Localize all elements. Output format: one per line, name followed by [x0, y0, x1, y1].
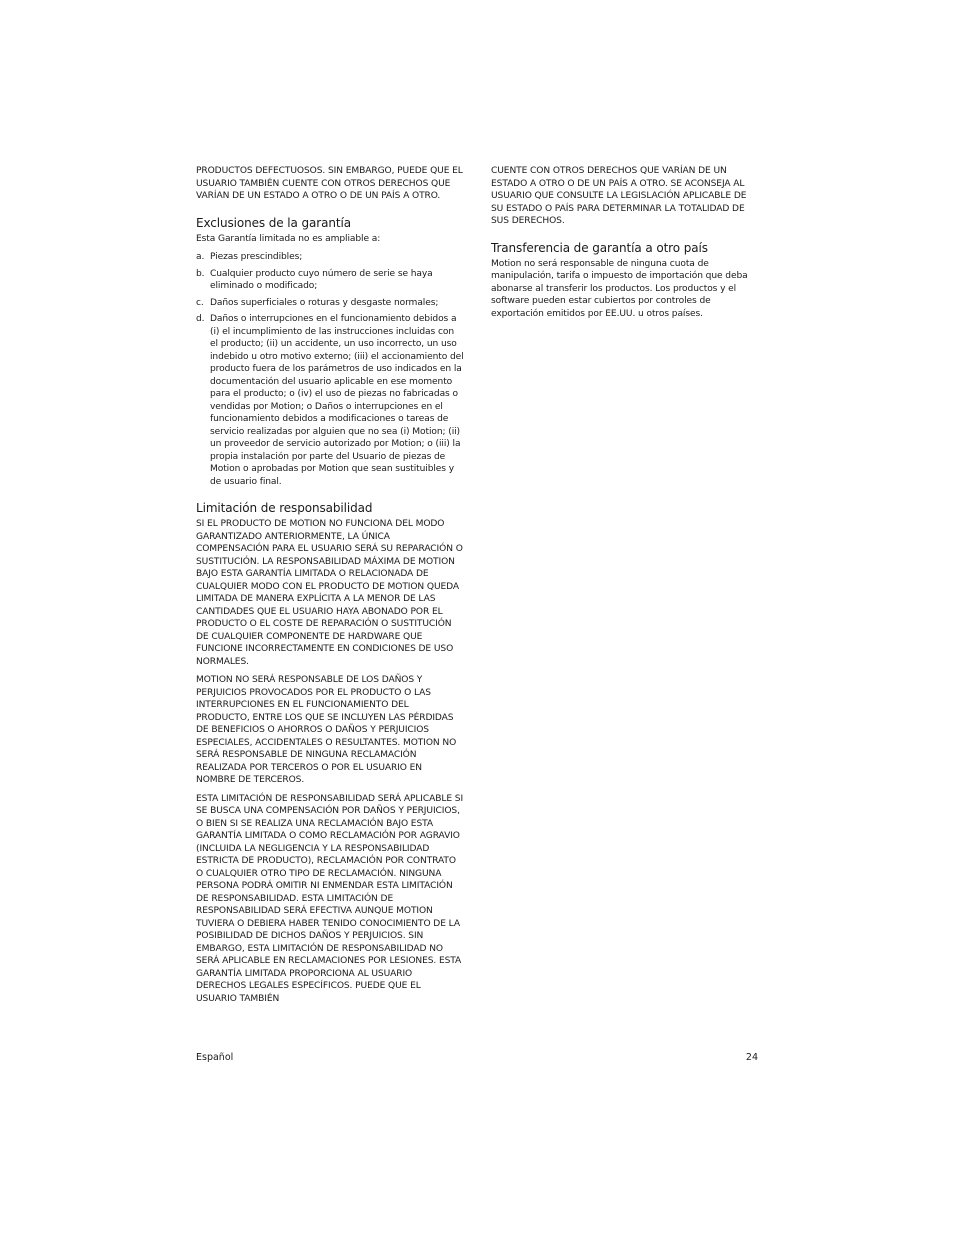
right-column [491, 165, 757, 320]
list-item-text: Daños superficiales o roturas y desgaste normales; [210, 297, 439, 308]
footer-language: Español [196, 1052, 234, 1063]
page-number: 24 [745, 1052, 758, 1063]
liability-paragraph: ESTA LIMITACIÓN DE RESPONSABILIDAD SERÁ APLICABLE SI SE BUSCA UNA COMPENSACIÓN POR DAÑOS Y PERJUICIOS, O BIEN SI SE REALIZA UNA RECLAMACIÓN BAJO ESTA GARANTÍA LIMITADA O COMO RECLAMACIÓN POR AGRAVIO (INCLUIDA LA NEGLIGENCIA Y LA RESPONSABILIDAD ESTRICTA DE PRODUCTO), RECLAMACIÓN POR CONTRATO O CUALQUIER OTRO TIPO DE RECLAMACIÓN. NINGUNA PERSONA PODRÁ OMITIR NI ENMENDAR ESTA LIMITACIÓN DE RESPONSABILIDAD. ESTA LIMITACIÓN DE RESPONSABILIDAD SERÁ EFECTIVA AUNQUE MOTION TUVIERA O DEBIERA HABER TENIDO CONOCIMIENTO DE LA POSIBILIDAD DE DICHOS DAÑOS Y PERJUICIOS. SIN EMBARGO, ESTA LIMITACIÓN DE RESPONSABILIDAD NO SERÁ APLICABLE EN RECLAMACIONES POR LESIONES. ESTA GARANTÍA LIMITADA PROPORCIONA AL USUARIO DERECHOS LEGALES ESPECÍFICOS. PUEDE QUE EL USUARIO TAMBIÉN [196, 793, 464, 1004]
liability-paragraph: SI EL PRODUCTO DE MOTION NO FUNCIONA DEL MODO GARANTIZADO ANTERIORMENTE, LA ÚNICA COMPENSACIÓN PARA EL USUARIO SERÁ SU REPARACIÓN O SUSTITUCIÓN. LA RESPONSABILIDAD MÁXIMA DE MOTION BAJO ESTA GARANTÍA LIMITADA O RELACIONADA DE CUALQUIER MODO CON EL PRODUCTO DE MOTION QUEDA LIMITADA DE MANERA EXPLÍCITA A LA MENOR DE LAS CANTIDADES QUE EL USUARIO HAYA ABONADO POR EL PRODUCTO O EL COSTE DE REPARACIÓN O SUSTITUCIÓN DE CUALQUIER COMPONENTE DE HARDWARE QUE FUNCIONE INCORRECTAMENTE EN CONDICIONES DE USO NORMALES. [196, 519, 463, 667]
list-item-text: Daños o interrupciones en el funcionamiento debidos a (i) el incumplimiento de las instrucciones incluidas con el producto; (ii) un accidente, un uso incorrecto, un uso indebido u otro motivo externo; (iii) el accionamiento del producto fuera de los parámetros de uso indicados en la documentación del usuario aplicable en ese momento para el producto; o (iv) el uso de piezas no fabricadas o vendidas por Motion; o Daños o interrupciones en el funcionamiento debidos a modificaciones o tareas de servicio realizadas por alguien que no sea (i) Motion; (ii) un proveedor de servicio autorizado por Motion; o (iii) la propia instalación por parte del Usuario de piezas de Motion o aprobadas por Motion que sean sustituibles y de usuario final. [210, 314, 464, 487]
liability-heading: Limitación de responsabilidad [196, 501, 373, 515]
liability-paragraph: MOTION NO SERÁ RESPONSABLE DE LOS DAÑOS Y PERJUICIOS PROVOCADOS POR EL PRODUCTO O LAS INTERRUPCIONES EN EL FUNCIONAMIENTO DEL PRODUCTO, ENTRE LOS QUE SE INCLUYEN LAS PÉRDIDAS DE BENEFICIOS O AHORROS O DAÑOS Y PERJUICIOS ESPECIALES, ACCIDENTALES O RESULTANTES. MOTION NO SERÁ RESPONSABLE DE NINGUNA RECLAMACIÓN REALIZADA POR TERCEROS O POR EL USUARIO EN NOMBRE DE TERCEROS. [196, 675, 457, 785]
transfer-paragraph: Motion no será responsable de ninguna cuota de manipulación, tarifa o impuesto de importación que deba abonarse al transferir los productos. Los productos y el software pueden estar cubiertos por controles de exportación emitidos por EE.UU. u otros países. [491, 258, 748, 319]
list-item-text: Piezas prescindibles; [210, 252, 303, 262]
list-item [196, 313, 464, 488]
exclusions-heading: Exclusiones de la garantía [196, 215, 351, 230]
left-column [196, 165, 464, 1005]
list-marker: d. [196, 314, 205, 324]
list-item-text: Cualquier producto cuyo número de serie se haya eliminado o modificado; [210, 268, 433, 291]
right-intro-paragraph: CUENTE CON OTROS DERECHOS QUE VARÍAN DE UN ESTADO A OTRO O DE UN PAÍS A OTRO. SE ACONSEJA AL USUARIO QUE CONSULTE LA LEGISLACIÓN APLICABLE DE SU ESTADO O PAÍS PARA DETERMINAR LA TOTALIDAD DE SUS DERECHOS. [491, 166, 747, 226]
list-item [196, 268, 464, 293]
list-marker: b. [196, 268, 205, 279]
list-item [196, 251, 464, 264]
exclusions-list [196, 251, 464, 488]
exclusions-intro: Esta Garantía limitada no es ampliable a: [196, 233, 381, 244]
list-item [196, 297, 464, 310]
list-marker: c. [196, 297, 204, 308]
left-intro-paragraph: PRODUCTOS DEFECTUOSOS. SIN EMBARGO, PUEDE QUE EL USUARIO TAMBIÉN CUENTE CON OTROS DERECHOS QUE VARÍAN DE UN ESTADO A OTRO O DE UN PAÍS A OTRO. [196, 166, 463, 201]
list-marker: a. [196, 252, 205, 262]
transfer-heading: Transferencia de garantía a otro país [491, 240, 708, 255]
